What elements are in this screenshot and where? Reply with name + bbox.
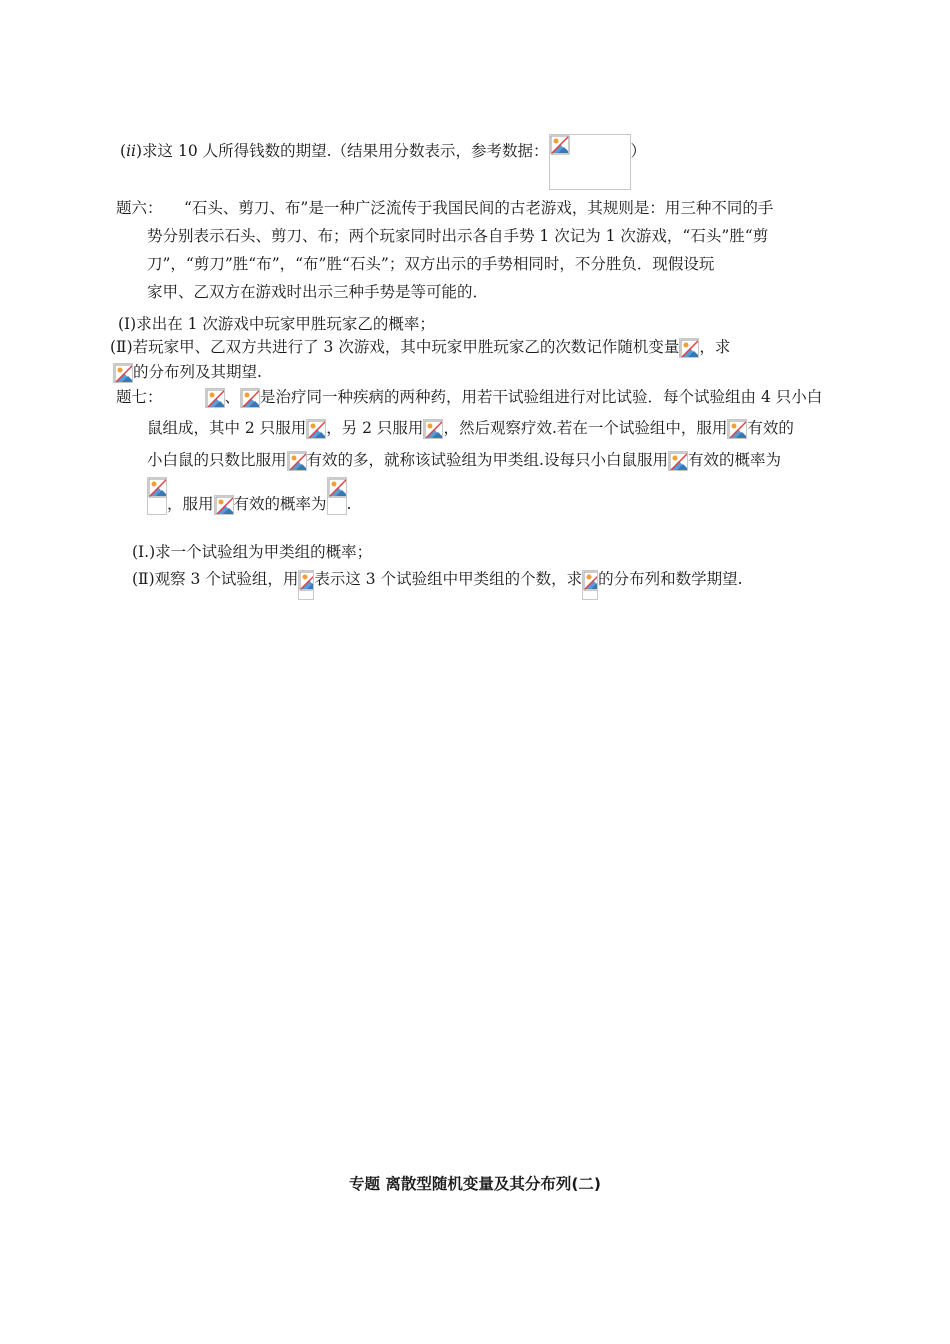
drug-b-image-icon (287, 451, 307, 471)
reference-data-image-icon (549, 134, 631, 190)
probability-fraction-image-icon (327, 477, 347, 515)
q6-part-2: (Ⅱ)若玩家甲、乙双方共进行了 3 次游戏，其中玩家甲胜玩家乙的次数记作随机变量 ，求 (110, 338, 731, 356)
drug-a-image-icon (205, 388, 225, 408)
drug-b-image-icon (214, 495, 234, 515)
section-title: 专题 离散型随机变量及其分布列(二) (348, 1175, 602, 1193)
q6-line-1: “石头、剪刀、布”是一种广泛流传于我国民间的古老游戏，其规则是：用三种不同的手 (184, 199, 774, 217)
q7-part-2: (Ⅱ)观察 3 个试验组，用 表示这 3 个试验组中甲类组的个数，求 的分布列和数学期望. (132, 568, 743, 600)
random-variable-image-icon (113, 363, 133, 383)
q7-line-1: 题七： 、 是治疗同一种疾病的两种药，用若干试验组进行对比试验．每个试验组由 4 只小白 (116, 388, 823, 406)
drug-b-image-icon (240, 388, 260, 408)
q7-part-1: (Ⅰ.)求一个试验组为甲类组的概率； (132, 543, 373, 561)
q6-part-2-cont: 的分布列及其期望. (113, 361, 262, 383)
q6-part-1: (Ⅰ)求出在 1 次游戏中玩家甲胜玩家乙的概率； (118, 315, 435, 333)
q6-line-3: 刀”，“剪刀”胜“布”，“布”胜“石头”；双方出示的手势相同时，不分胜负．现假设玩 (147, 255, 715, 273)
random-variable-image-icon (582, 570, 598, 600)
q6-line-2: 势分别表示石头、剪刀、布；两个玩家同时出示各自手势 1 次记为 1 次游戏，“石头”胜“剪 (147, 227, 769, 245)
drug-a-image-icon (306, 419, 326, 439)
drug-a-image-icon (668, 451, 688, 471)
random-variable-image-icon (679, 338, 699, 358)
drug-b-image-icon (423, 419, 443, 439)
q7-line-4: ，服用 有效的概率为 . (147, 479, 351, 515)
probability-fraction-image-icon (147, 477, 167, 515)
random-variable-image-icon (298, 570, 314, 600)
q6-line-4: 家甲、乙双方在游戏时出示三种手势是等可能的． (147, 283, 489, 301)
q6-label: 题六： (116, 199, 163, 217)
q7-line-2: 鼠组成，其中 2 只服用 ，另 2 只服用 ，然后观察疗效.若在一个试验组中，服用 有效的 (147, 419, 794, 437)
q7-line-3: 小白鼠的只数比服用 有效的多，就称该试验组为甲类组.设每只小白鼠服用 有效的概率为 (147, 451, 781, 469)
q5-part-ii: (ii)求这 10 人所得钱数的期望.（结果用分数表示，参考数据： ） (120, 140, 646, 190)
drug-a-image-icon (727, 419, 747, 439)
